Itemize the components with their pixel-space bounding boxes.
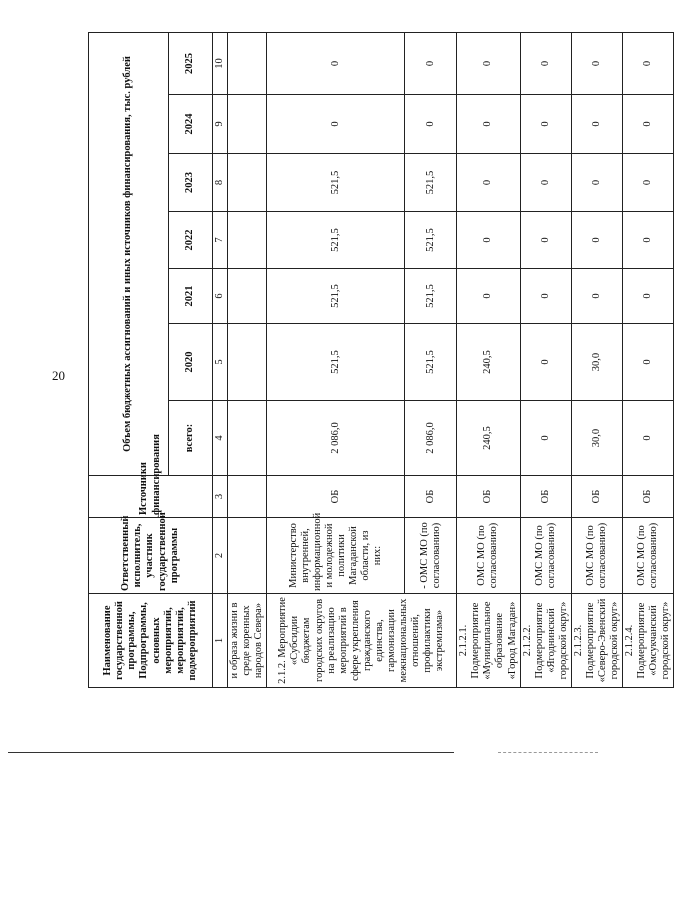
row-source xyxy=(228,476,267,518)
row-value: 0 xyxy=(623,401,674,476)
table-row xyxy=(520,32,571,687)
row-value: 240,5 xyxy=(457,401,520,476)
row-source: ОБ xyxy=(457,476,520,518)
row-value: 0 xyxy=(405,95,457,154)
table-row xyxy=(623,32,674,687)
table-row xyxy=(405,32,457,687)
row-name: 2.1.2.1. Подмероприятие «Муниципальное образование «Город Магадан» xyxy=(457,594,520,688)
row-value: 0 xyxy=(623,212,674,269)
row-value: 521,5 xyxy=(405,154,457,212)
row-executor: ОМС МО (по согласованию) xyxy=(623,518,674,594)
table-row xyxy=(571,32,622,687)
row-value: 521,5 xyxy=(267,212,405,269)
row-value: 0 xyxy=(623,269,674,324)
page-edge-line xyxy=(8,752,454,753)
row-value xyxy=(228,32,267,94)
row-value: 0 xyxy=(623,154,674,212)
row-value: 0 xyxy=(520,269,571,324)
row-value: 0 xyxy=(623,32,674,94)
column-number: 5 xyxy=(213,324,228,401)
header-total: всего: xyxy=(169,401,213,476)
row-executor: Министерство внутренней, информационной и молодежной политики Магаданской области, из них: xyxy=(267,518,405,594)
row-value xyxy=(228,154,267,212)
row-value: 0 xyxy=(457,212,520,269)
table-row xyxy=(228,32,267,687)
row-value xyxy=(228,401,267,476)
header-name: Наименование государственной программы, Подпрограммы, основных мероприятий, мероприятий, подмероприятий xyxy=(89,594,213,688)
column-number: 10 xyxy=(213,32,228,94)
row-name: 2.1.2.4. Подмероприятие «Омсукчанский городской округ» xyxy=(623,594,674,688)
row-value: 0 xyxy=(571,269,622,324)
page-number: 20 xyxy=(52,368,65,383)
row-value: 30,0 xyxy=(571,324,622,401)
row-value xyxy=(228,269,267,324)
header-source: Источники финансирования xyxy=(89,476,213,518)
row-value: 0 xyxy=(571,32,622,94)
column-number-row xyxy=(213,32,228,687)
row-value: 2 086,0 xyxy=(405,401,457,476)
row-name: 2.1.2. Мероприятие «Субсидии бюджетам городских округов на реализацию мероприятий в сфере укрепления гражданского единства, гармонизации межнациональных отношений, профилактики экстремизма» xyxy=(267,594,457,688)
row-value: 0 xyxy=(520,154,571,212)
table-header xyxy=(89,32,228,687)
column-number: 4 xyxy=(213,401,228,476)
row-value: 0 xyxy=(267,32,405,94)
row-value: 0 xyxy=(520,212,571,269)
header-year: 2020 xyxy=(169,324,213,401)
column-number: 1 xyxy=(213,594,228,688)
row-value: 0 xyxy=(405,32,457,94)
row-value: 2 086,0 xyxy=(267,401,405,476)
row-value: 0 xyxy=(457,154,520,212)
header-year: 2021 xyxy=(169,269,213,324)
row-value: 30,0 xyxy=(571,401,622,476)
row-value: 0 xyxy=(571,154,622,212)
column-number: 3 xyxy=(213,476,228,518)
column-number: 7 xyxy=(213,212,228,269)
row-source: ОБ xyxy=(520,476,571,518)
header-year: 2024 xyxy=(169,95,213,154)
row-executor: ОМС МО (по согласованию) xyxy=(571,518,622,594)
row-value: 0 xyxy=(623,95,674,154)
page-edge-line-faint xyxy=(498,752,598,753)
row-value: 0 xyxy=(571,212,622,269)
header-executor: Ответственный исполнитель, участник государственной программы xyxy=(89,518,213,594)
column-number: 8 xyxy=(213,154,228,212)
row-executor: - ОМС МО (по согласованию) xyxy=(405,518,457,594)
rotated-table-wrapper xyxy=(88,33,672,688)
row-value: 0 xyxy=(520,324,571,401)
row-executor xyxy=(228,518,267,594)
row-name: и образа жизни в среде коренных народов Севера» xyxy=(228,594,267,688)
row-source: ОБ xyxy=(623,476,674,518)
row-value: 0 xyxy=(520,32,571,94)
row-value: 0 xyxy=(571,95,622,154)
row-source: ОБ xyxy=(405,476,457,518)
row-value: 240,5 xyxy=(457,324,520,401)
row-value: 521,5 xyxy=(267,324,405,401)
row-value: 521,5 xyxy=(267,269,405,324)
header-year: 2025 xyxy=(169,32,213,94)
row-name: 2.1.2.2. Подмероприятие «Ягоднинский городской округ» xyxy=(520,594,571,688)
header-year: 2022 xyxy=(169,212,213,269)
row-value: 0 xyxy=(457,269,520,324)
table-row xyxy=(457,32,520,687)
column-number: 9 xyxy=(213,95,228,154)
table-body xyxy=(228,32,674,687)
row-value: 0 xyxy=(267,95,405,154)
row-executor: ОМС МО (по согласованию) xyxy=(457,518,520,594)
row-value: 521,5 xyxy=(405,324,457,401)
row-value: 521,5 xyxy=(405,269,457,324)
row-value xyxy=(228,324,267,401)
table-row xyxy=(267,32,405,687)
column-number: 2 xyxy=(213,518,228,594)
header-volume: Объем бюджетных ассигнований и иных источников финансирования, тыс. рублей xyxy=(89,32,169,475)
row-executor: ОМС МО (по согласованию) xyxy=(520,518,571,594)
financing-table xyxy=(88,32,674,688)
row-source: ОБ xyxy=(571,476,622,518)
row-value: 521,5 xyxy=(267,154,405,212)
header-year: 2023 xyxy=(169,154,213,212)
row-value: 0 xyxy=(457,95,520,154)
row-value: 0 xyxy=(457,32,520,94)
row-value xyxy=(228,95,267,154)
row-source: ОБ xyxy=(267,476,405,518)
row-value: 0 xyxy=(520,401,571,476)
row-name: 2.1.2.3. Подмероприятие «Северо-Эвенский городской округ» xyxy=(571,594,622,688)
column-number: 6 xyxy=(213,269,228,324)
row-value xyxy=(228,212,267,269)
row-value: 521,5 xyxy=(405,212,457,269)
row-value: 0 xyxy=(623,324,674,401)
row-value: 0 xyxy=(520,95,571,154)
